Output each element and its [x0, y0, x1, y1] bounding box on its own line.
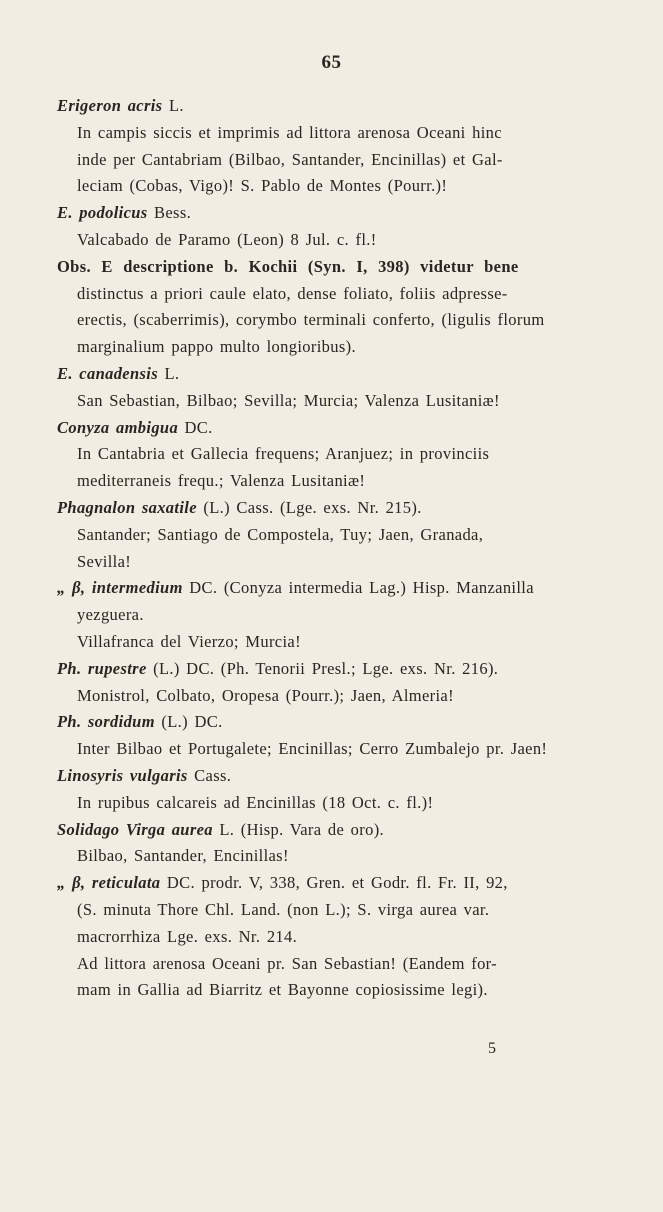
taxon-author: Cass.	[187, 765, 232, 785]
text-line	[57, 441, 617, 468]
text-line	[57, 790, 617, 817]
text-line	[57, 522, 617, 549]
line-text: yezguera.	[77, 605, 144, 625]
line-text: Bilbao, Santander, Encinillas!	[77, 846, 289, 866]
entry-heading-line	[57, 656, 617, 683]
entry-heading-line	[57, 709, 617, 736]
line-text: (S. minuta Thore Chl. Land. (non L.); S. virga aurea var.	[77, 899, 490, 919]
line-text: distinctus a priori caule elato, dense foliato, foliis adpresse-	[77, 283, 508, 303]
taxon-author: Bess.	[147, 203, 192, 223]
text-line	[57, 227, 617, 254]
entry-heading-line	[57, 93, 617, 120]
page-number: 65	[321, 52, 342, 73]
text-line	[57, 388, 617, 415]
taxon-author: L.	[157, 363, 180, 383]
line-text: erectis, (scaberrimis), corymbo terminali conferto, (ligulis florum	[77, 310, 545, 330]
text-line	[57, 629, 617, 656]
line-text: Obs. E descriptione b. Kochii (Syn. I, 398) videtur bene	[57, 256, 519, 276]
text-line	[57, 951, 617, 978]
taxon-name: Solidago Virga aurea	[57, 819, 213, 839]
signature-mark: 5	[488, 1040, 496, 1057]
line-text: Sevilla!	[77, 551, 132, 571]
entry-heading-line	[57, 817, 617, 844]
text-line	[57, 843, 617, 870]
line-text: Valcabado de Paramo (Leon) 8 Jul. c. fl.!	[77, 229, 377, 249]
taxon-name: Ph. sordidum	[57, 712, 155, 732]
line-text: mam in Gallia ad Biarritz et Bayonne copiosissime legi).	[77, 980, 488, 1000]
text-line	[57, 977, 617, 1004]
line-text: Monistrol, Colbato, Oropesa (Pourr.); Jaen, Almeria!	[77, 685, 454, 705]
text-line	[57, 924, 617, 951]
entry-heading-line	[57, 361, 617, 388]
text-line	[57, 549, 617, 576]
entry-heading-line	[57, 870, 617, 897]
taxon-author: DC. (Conyza intermedia Lag.) Hisp. Manzanilla	[182, 578, 534, 598]
entry-heading-line	[57, 575, 617, 602]
text-line	[57, 334, 617, 361]
text-line	[57, 173, 617, 200]
taxon-name: E. canadensis	[57, 363, 158, 383]
text-line	[57, 897, 617, 924]
taxon-name: Conyza ambigua	[57, 417, 179, 437]
taxon-name: Erigeron acris	[57, 96, 163, 115]
text-line	[57, 120, 617, 147]
line-text: Inter Bilbao et Portugalete; Encinillas; Cerro Zumbalejo pr. Jaen!	[77, 739, 548, 759]
line-text: mediterraneis frequ.; Valenza Lusitaniæ!	[77, 471, 366, 491]
line-text: San Sebastian, Bilbao; Sevilla; Murcia; Valenza Lusitaniæ!	[77, 390, 500, 410]
line-text: Santander; Santiago de Compostela, Tuy; Jaen, Granada,	[77, 524, 484, 544]
taxon-author: DC.	[178, 417, 213, 437]
taxon-name: „ β, intermedium	[57, 578, 183, 598]
line-text: Ad littora arenosa Oceani pr. San Sebastian! (Eandem for-	[77, 953, 498, 973]
taxon-author: L. (Hisp. Vara de oro).	[212, 819, 385, 839]
taxon-author: (L.) DC.	[154, 712, 223, 732]
line-text: marginalium pappo multo longioribus).	[77, 337, 356, 357]
text-line	[57, 147, 617, 174]
text-line	[57, 281, 617, 308]
text-line	[57, 307, 617, 334]
taxon-name: Phagnalon saxatile	[57, 497, 197, 517]
text-line	[57, 736, 617, 763]
taxon-name: E. podolicus	[57, 203, 148, 223]
line-text: In Cantabria et Gallecia frequens; Aranjuez; in provinciis	[77, 444, 490, 464]
line-text: macrorrhiza Lge. exs. Nr. 214.	[77, 926, 298, 946]
taxon-name: Linosyris vulgaris	[57, 765, 188, 785]
entry-heading-line	[57, 415, 617, 442]
line-text: leciam (Cobas, Vigo)! S. Pablo de Montes (Pourr.)!	[77, 176, 448, 196]
page-text	[57, 93, 617, 1004]
taxon-name: „ β, reticulata	[57, 873, 161, 893]
taxon-author: L.	[162, 96, 184, 115]
text-line	[57, 468, 617, 495]
text-line	[57, 683, 617, 710]
line-text: In campis siccis et imprimis ad littora arenosa Oceani hinc	[77, 122, 502, 142]
entry-heading-line	[57, 763, 617, 790]
taxon-author: DC. prodr. V, 338, Gren. et Godr. fl. Fr. II, 92,	[160, 873, 508, 893]
text-line	[57, 602, 617, 629]
taxon-name: Ph. rupestre	[57, 658, 147, 678]
line-text: inde per Cantabriam (Bilbao, Santander, Encinillas) et Gal-	[77, 149, 503, 169]
entry-heading-line	[57, 495, 617, 522]
entry-heading-line	[57, 200, 617, 227]
taxon-author: (L.) Cass. (Lge. exs. Nr. 215).	[196, 497, 422, 517]
line-text: In rupibus calcareis ad Encinillas (18 Oct. c. fl.)!	[77, 792, 434, 812]
line-text: Villafranca del Vierzo; Murcia!	[77, 631, 301, 651]
entry-heading-line	[57, 254, 617, 281]
taxon-author: (L.) DC. (Ph. Tenorii Presl.; Lge. exs. Nr. 216).	[146, 658, 499, 678]
